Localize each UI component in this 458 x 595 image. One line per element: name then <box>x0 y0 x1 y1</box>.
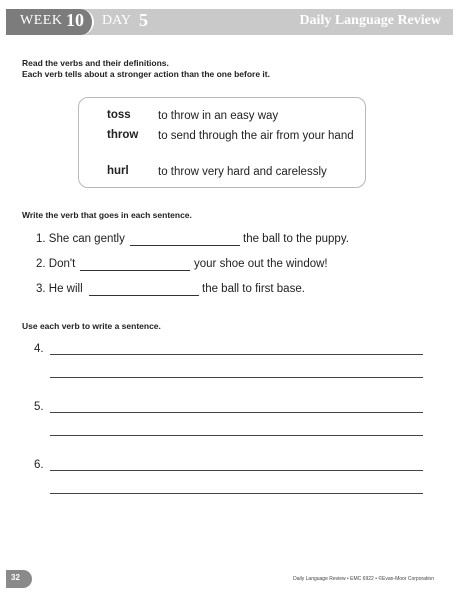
definition-text: to throw in an easy way <box>158 110 279 122</box>
item-number: 5. <box>34 401 44 413</box>
writing-line[interactable] <box>50 354 423 355</box>
item-number: 6. <box>34 459 44 471</box>
writing-line[interactable] <box>50 412 423 413</box>
definitions-box <box>78 97 366 188</box>
answer-blank[interactable] <box>80 270 190 271</box>
sentence-start: 1. She can gently <box>36 233 125 245</box>
sentence-end: the ball to the puppy. <box>243 233 349 245</box>
footer-credit: Daily Language Review • EMC 6922 • ©Evan-Moor Corporation <box>293 576 434 582</box>
section1-instructions <box>22 58 270 80</box>
week-label: WEEK <box>20 13 63 28</box>
instruction-line-1: Read the verbs and their definitions. <box>22 58 169 68</box>
definition-word: throw <box>107 129 139 141</box>
answer-blank[interactable] <box>130 245 240 246</box>
writing-line[interactable] <box>50 470 423 471</box>
day-label: DAY <box>102 13 132 28</box>
page-footer <box>0 562 458 595</box>
week-tab <box>6 9 94 35</box>
sentence-end: your shoe out the window! <box>194 258 328 270</box>
writing-line[interactable] <box>50 435 423 436</box>
section3-instruction: Use each verb to write a sentence. <box>22 321 161 331</box>
page-header <box>6 9 453 35</box>
day-number: 5 <box>139 10 148 30</box>
series-title: Daily Language Review <box>299 13 441 28</box>
section2-instruction: Write the verb that goes in each sentence. <box>22 210 192 220</box>
definition-word: hurl <box>107 165 129 177</box>
week-number: 10 <box>66 10 84 30</box>
page-number-badge <box>6 570 32 588</box>
sentence-start: 2. Don't <box>36 258 76 270</box>
definition-text: to send through the air from your hand <box>158 130 354 142</box>
sentence-start: 3. He will <box>36 283 83 295</box>
answer-blank[interactable] <box>89 295 199 296</box>
writing-line[interactable] <box>50 493 423 494</box>
sentence-end: the ball to first base. <box>202 283 305 295</box>
writing-line[interactable] <box>50 377 423 378</box>
item-number: 4. <box>34 343 44 355</box>
page-number: 32 <box>11 573 20 582</box>
definition-text: to throw very hard and carelessly <box>158 166 327 178</box>
instruction-line-2: Each verb tells about a stronger action than the one before it. <box>22 69 270 79</box>
definition-word: toss <box>107 109 131 121</box>
